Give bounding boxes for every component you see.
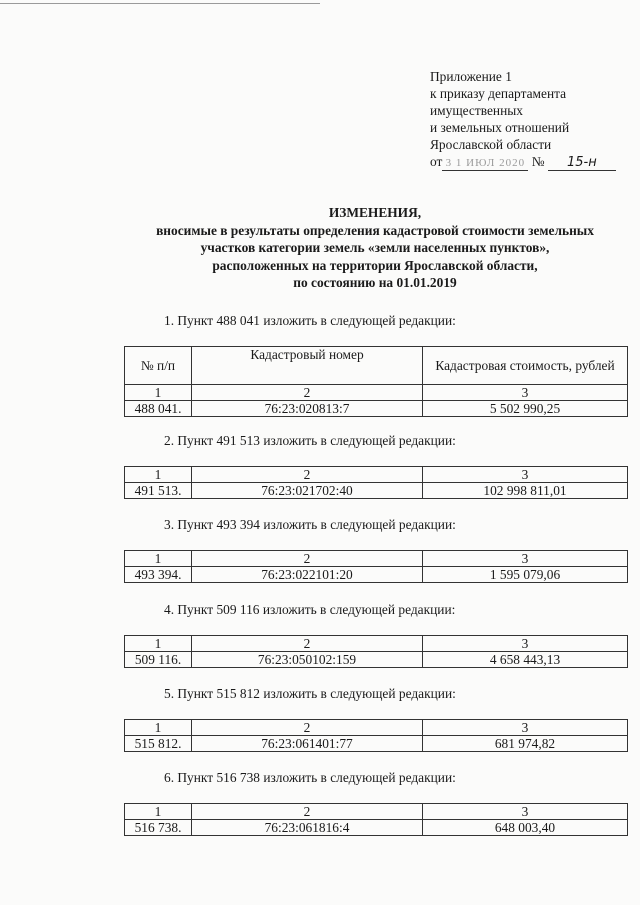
item-table	[124, 346, 628, 417]
table-index-row	[125, 551, 628, 567]
index-cell: 1	[125, 804, 192, 820]
cadastral-number-cell: 76:23:021702:40	[192, 483, 423, 499]
title-line: расположенных на территории Ярославской области,	[212, 257, 538, 273]
from-label: от	[430, 154, 443, 169]
index-cell: 1	[125, 720, 192, 736]
document-title	[110, 204, 640, 292]
item-table	[124, 550, 628, 583]
item-number-cell: 509 116.	[125, 652, 192, 668]
table-row	[125, 736, 628, 752]
item-heading: 2. Пункт 491 513 изложить в следующей редакции:	[164, 433, 456, 448]
appendix-line: имущественных	[430, 103, 523, 118]
index-cell: 2	[192, 385, 423, 401]
number-label: №	[531, 154, 545, 169]
item-table	[124, 803, 628, 836]
index-cell: 3	[423, 804, 628, 820]
index-cell: 1	[125, 385, 192, 401]
index-cell: 3	[423, 720, 628, 736]
title-line: участков категории земель «земли населенных пунктов»,	[200, 240, 550, 256]
appendix-line: Приложение 1	[430, 69, 512, 84]
scan-edge-line	[0, 3, 320, 4]
cadastral-number-cell: 76:23:061816:4	[192, 820, 423, 836]
cadastral-value-cell: 5 502 990,25	[423, 401, 628, 417]
index-cell: 2	[192, 720, 423, 736]
cadastral-number-cell: 76:23:020813:7	[192, 401, 423, 417]
index-cell: 3	[423, 551, 628, 567]
item-number-cell: 516 738.	[125, 820, 192, 836]
order-date-stamp: 3 1 ИЮЛ 2020	[442, 156, 528, 171]
item-number-cell: 515 812.	[125, 736, 192, 752]
item-table	[124, 719, 628, 752]
cadastral-number-cell: 76:23:050102:159	[192, 652, 423, 668]
table-index-row	[125, 804, 628, 820]
index-cell: 3	[423, 385, 628, 401]
item-table	[124, 635, 628, 668]
cadastral-value-cell: 681 974,82	[423, 736, 628, 752]
header-cell-value: Кадастровая стоимость, рублей	[423, 347, 628, 385]
index-cell: 3	[423, 467, 628, 483]
table-row	[125, 567, 628, 583]
item-heading: 3. Пункт 493 394 изложить в следующей редакции:	[164, 517, 456, 532]
index-cell: 2	[192, 551, 423, 567]
appendix-block	[430, 68, 630, 171]
index-cell: 1	[125, 636, 192, 652]
cadastral-number-cell: 76:23:061401:77	[192, 736, 423, 752]
index-cell: 2	[192, 804, 423, 820]
title-line: ИЗМЕНЕНИЯ,	[328, 205, 422, 220]
table-index-row	[125, 385, 628, 401]
index-cell: 1	[125, 551, 192, 567]
cadastral-value-cell: 648 003,40	[423, 820, 628, 836]
item-heading: 6. Пункт 516 738 изложить в следующей редакции:	[164, 770, 456, 785]
table-row	[125, 401, 628, 417]
item-number-cell: 488 041.	[125, 401, 192, 417]
cadastral-value-cell: 102 998 811,01	[423, 483, 628, 499]
item-table	[124, 466, 628, 499]
header-cell-cadastral: Кадастровый номер	[192, 347, 423, 385]
index-cell: 1	[125, 467, 192, 483]
appendix-line: и земельных отношений	[430, 120, 570, 135]
table-index-row	[125, 467, 628, 483]
item-heading: 4. Пункт 509 116 изложить в следующей редакции:	[164, 602, 456, 617]
index-cell: 2	[192, 467, 423, 483]
order-date-number	[430, 153, 630, 171]
table-row	[125, 483, 628, 499]
appendix-line: Ярославской области	[430, 137, 552, 152]
table-index-row	[125, 720, 628, 736]
cadastral-value-cell: 1 595 079,06	[423, 567, 628, 583]
item-number-cell: 491 513.	[125, 483, 192, 499]
order-number-handwritten: 15-н	[548, 156, 616, 171]
cadastral-number-cell: 76:23:022101:20	[192, 567, 423, 583]
title-line: по состоянию на 01.01.2019	[293, 275, 457, 291]
item-heading: 5. Пункт 515 812 изложить в следующей редакции:	[164, 686, 456, 701]
appendix-line: к приказу департамента	[430, 86, 567, 101]
cadastral-value-cell: 4 658 443,13	[423, 652, 628, 668]
table-row	[125, 652, 628, 668]
item-heading: 1. Пункт 488 041 изложить в следующей редакции:	[164, 313, 456, 328]
table-index-row	[125, 636, 628, 652]
index-cell: 3	[423, 636, 628, 652]
header-cell-number: № п/п	[125, 347, 192, 385]
title-line: вносимые в результаты определения кадастровой стоимости земельных	[156, 222, 594, 238]
table-header-row	[125, 347, 628, 385]
table-row	[125, 820, 628, 836]
index-cell: 2	[192, 636, 423, 652]
item-number-cell: 493 394.	[125, 567, 192, 583]
